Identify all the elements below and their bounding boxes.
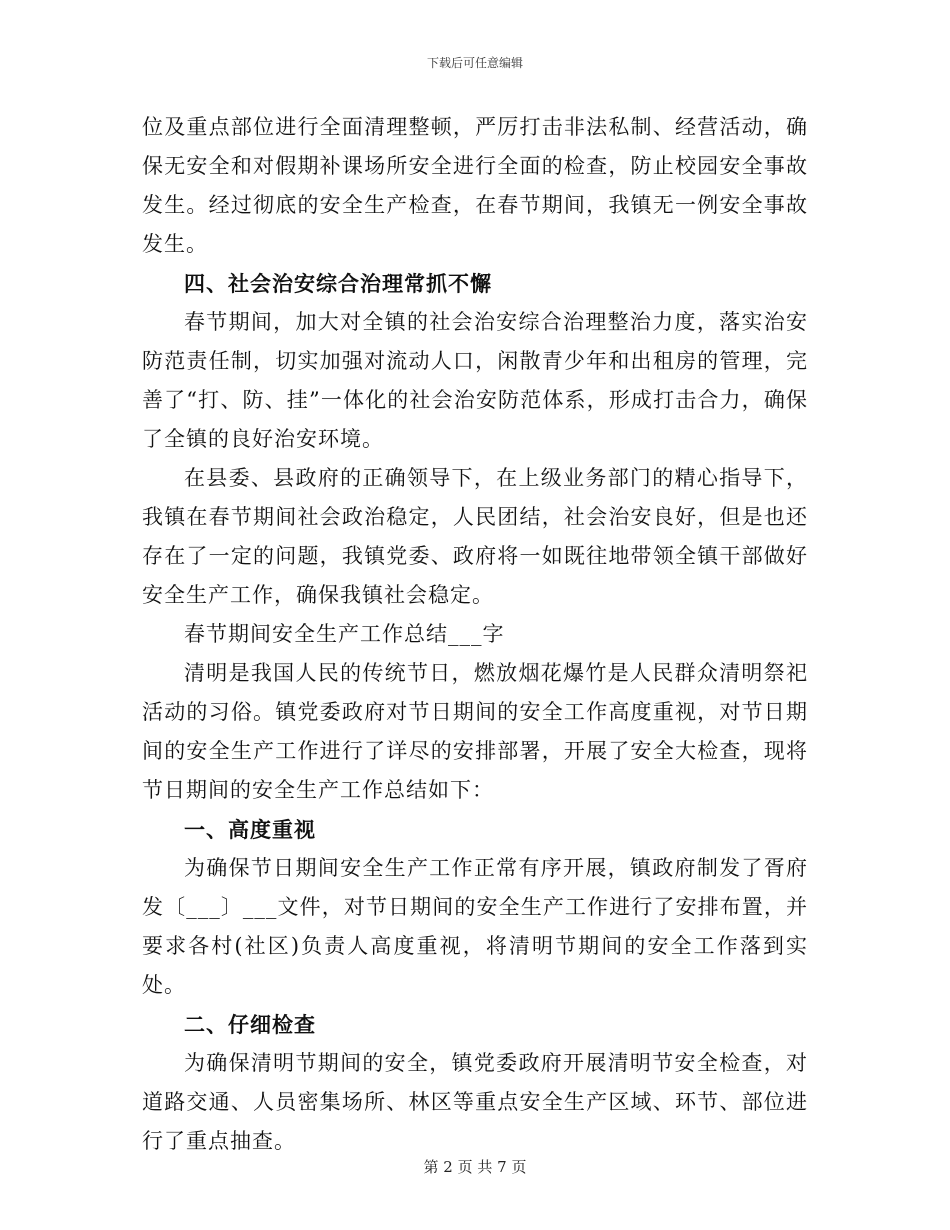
page-number: 第 2 页 共 7 页 (423, 1158, 527, 1176)
paragraph: 为确保节日期间安全生产工作正常有序开展，镇政府制发了胥府发〔___〕___文件，对节日期间的安全生产工作进行了安排布置，并要求各村(社区)负责人高度重视，将清明节期间的安全工作落到实处。 (142, 856, 808, 997)
document-subtitle: 春节期间安全生产工作总结___字 (184, 622, 505, 646)
paragraph: 春节期间，加大对全镇的社会治安综合治理整治力度，落实治安防范责任制，切实加强对流动人口，闲散青少年和出租房的管理，完善了“打、防、挂”一体化的社会治安防范体系，形成打击合力，确保了全镇的良好治安环境。 (142, 310, 808, 451)
section-heading-4: 四、社会治安综合治理常抓不懈 (184, 271, 492, 296)
document-body (142, 108, 808, 1161)
section-heading-2: 二、仔细检查 (184, 1012, 316, 1037)
paragraph: 清明是我国人民的传统节日，燃放烟花爆竹是人民群众清明祭祀活动的习俗。镇党委政府对节日期间的安全工作高度重视，对节日期间的安全生产工作进行了详尽的安排部署，开展了安全大检查，现将节日期间的安全生产工作总结如下： (142, 661, 808, 802)
page-header: 下载后可任意编辑 (426, 56, 523, 70)
paragraph: 在县委、县政府的正确领导下，在上级业务部门的精心指导下，我镇在春节期间社会政治稳定，人民团结，社会治安良好，但是也还存在了一定的问题，我镇党委、政府将一如既往地带领全镇干部做好安全生产工作，确保我镇社会稳定。 (142, 466, 808, 607)
paragraph: 为确保清明节期间的安全，镇党委政府开展清明节安全检查，对道路交通、人员密集场所、林区等重点安全生产区域、环节、部位进行了重点抽查。 (142, 1051, 808, 1153)
paragraph-continued: 位及重点部位进行全面清理整顿，严厉打击非法私制、经营活动，确保无安全和对假期补课场所安全进行全面的检查，防止校园安全事故发生。经过彻底的安全生产检查，在春节期间，我镇无一例安全事故发生。 (142, 115, 808, 256)
section-heading-1: 一、高度重视 (184, 817, 316, 842)
